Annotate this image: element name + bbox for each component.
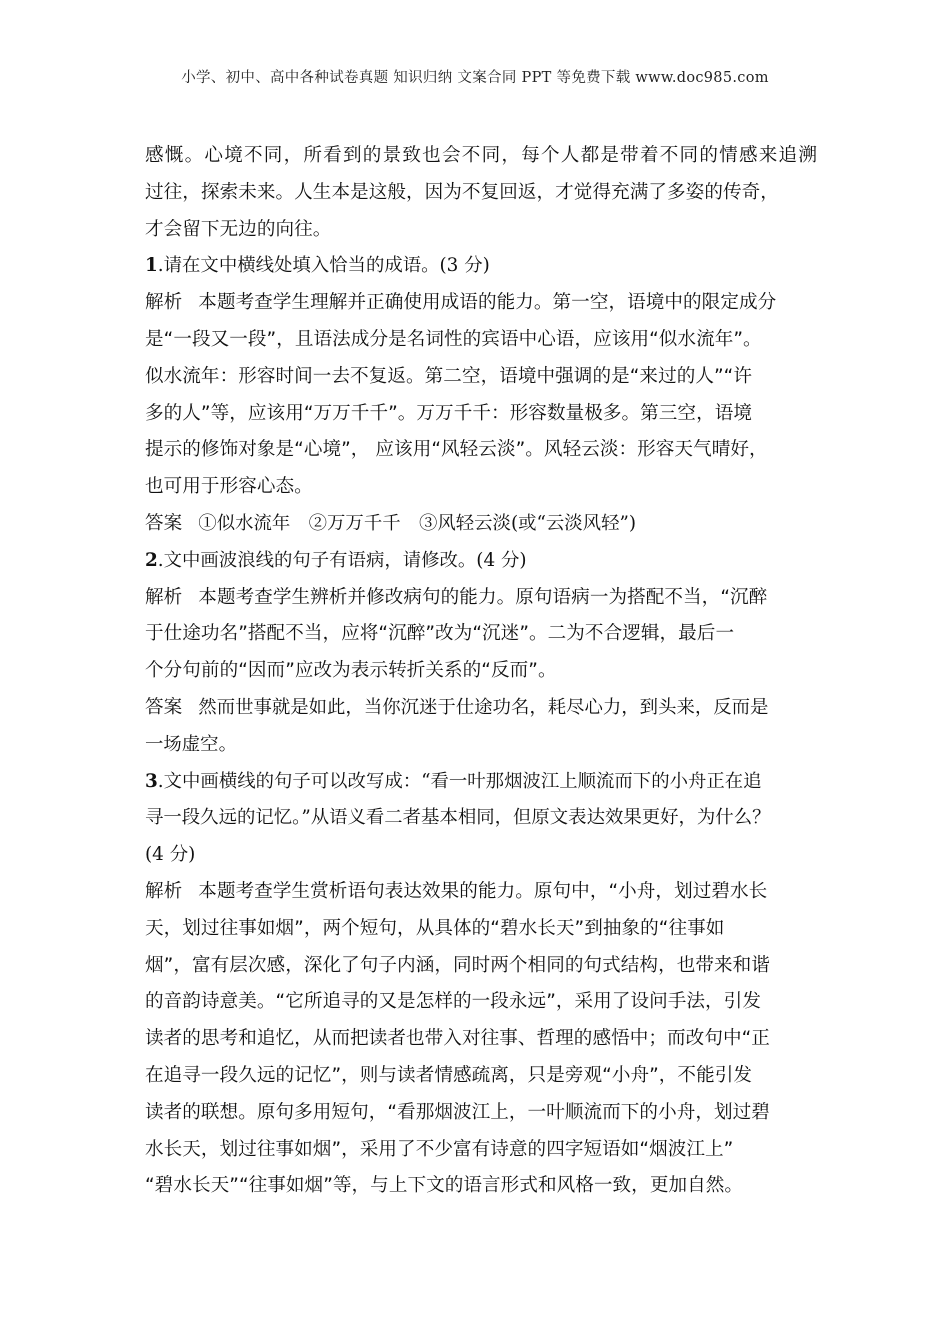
- answer-line: [145, 690, 817, 727]
- analysis-line: 是“一段又一段”，且语法成分是名词性的宾语中心语，应该用“似水流年”。: [145, 328, 762, 350]
- passage-line: 过往，探索未来。人生本是这般，因为不复回返，才觉得充满了多姿的传奇，: [145, 181, 779, 203]
- question-text-line: 寻一段久远的记忆。”从语义看二者基本相同，但原文表达效果更好，为什么？: [145, 807, 771, 829]
- analysis-line: [145, 580, 817, 617]
- question-1: [145, 248, 817, 285]
- question-text: .文中画横线的句子可以改写成：“看一叶那烟波江上顺流而下的小舟正在追: [157, 770, 762, 792]
- question-number: 2: [145, 549, 158, 571]
- analysis-line: “碧水长天”“往事如烟”等，与上下文的语言形式和风格一致，更加自然。: [145, 1175, 744, 1197]
- question-text: .文中画波浪线的句子有语病，请修改。(4 分): [157, 549, 527, 571]
- answer-label: 答案: [145, 696, 183, 718]
- answer-line: 一场虚空。: [145, 733, 237, 755]
- analysis-line: 也可用于形容心态。: [145, 476, 313, 498]
- answer-line: [145, 506, 817, 543]
- passage-line: 才会留下无边的向往。: [145, 218, 332, 240]
- analysis-label: 解析: [145, 292, 183, 314]
- analysis-line: 读者的思考和追忆，从而把读者也带入对往事、哲理的感悟中；而改句中“正: [145, 1028, 770, 1050]
- document-body: [145, 138, 817, 1205]
- analysis-line: 天，划过往事如烟”，两个短句，从具体的“碧水长天”到抽象的“往事如: [145, 917, 725, 939]
- passage-line: 感慨。心境不同，所看到的景致也会不同，每个人都是带着不同的情感来追溯: [145, 145, 817, 166]
- analysis-label: 解析: [145, 880, 183, 902]
- analysis-line: 的音韵诗意美。“它所追寻的又是怎样的一段永远”，采用了设问手法，引发: [145, 991, 761, 1013]
- question-3: [145, 764, 817, 801]
- question-text: .请在文中横线处填入恰当的成语。(3 分): [157, 255, 490, 277]
- question-number: 1: [145, 255, 158, 277]
- question-number: 3: [145, 770, 158, 792]
- analysis-line: [145, 285, 817, 322]
- analysis-line: 个分句前的“因而”应改为表示转折关系的“反而”。: [145, 660, 557, 682]
- question-2: [145, 543, 817, 580]
- answer-text: ①似水流年 ②万万千千 ③风轻云淡(或“云淡风轻”): [198, 512, 637, 534]
- page-header: 小学、初中、高中各种试卷真题 知识归纳 文案合同 PPT 等免费下载 www.doc985.com: [181, 70, 769, 86]
- analysis-line: 多的人”等，应该用“万万千千”。万万千千：形容数量极多。第三空，语境: [145, 402, 753, 424]
- question-text-line: (4 分): [145, 844, 196, 866]
- analysis-line: 提示的修饰对象是“心境”， 应该用“风轻云淡”。风轻云淡：形容天气晴好，: [145, 439, 768, 461]
- answer-text: 然而世事就是如此，当你沉迷于仕途功名，耗尽心力，到头来，反而是: [198, 696, 769, 718]
- analysis-text: 本题考查学生理解并正确使用成语的能力。第一空，语境中的限定成分: [198, 292, 777, 314]
- analysis-line: 烟”，富有层次感，深化了句子内涵，同时两个相同的句式结构，也带来和谐: [145, 954, 770, 976]
- analysis-text: 本题考查学生辨析并修改病句的能力。原句语病一为搭配不当，“沉醉: [198, 586, 768, 608]
- analysis-line: 似水流年：形容时间一去不复返。第二空，语境中强调的是“来过的人”“许: [145, 365, 753, 387]
- analysis-label: 解析: [145, 586, 183, 608]
- answer-label: 答案: [145, 512, 183, 534]
- analysis-line: 于仕途功名”搭配不当，应将“沉醉”改为“沉迷”。二为不合逻辑，最后一: [145, 623, 735, 645]
- analysis-text: 本题考查学生赏析语句表达效果的能力。原句中，“小舟，划过碧水长: [198, 880, 768, 902]
- analysis-line: 在追寻一段久远的记忆”，则与读者情感疏离，只是旁观“小舟”，不能引发: [145, 1064, 753, 1086]
- analysis-line: 读者的联想。原句多用短句，“看那烟波江上，一叶顺流而下的小舟，划过碧: [145, 1101, 770, 1123]
- analysis-line: [145, 874, 817, 911]
- analysis-line: 水长天，划过往事如烟”，采用了不少富有诗意的四字短语如“烟波江上”: [145, 1138, 734, 1160]
